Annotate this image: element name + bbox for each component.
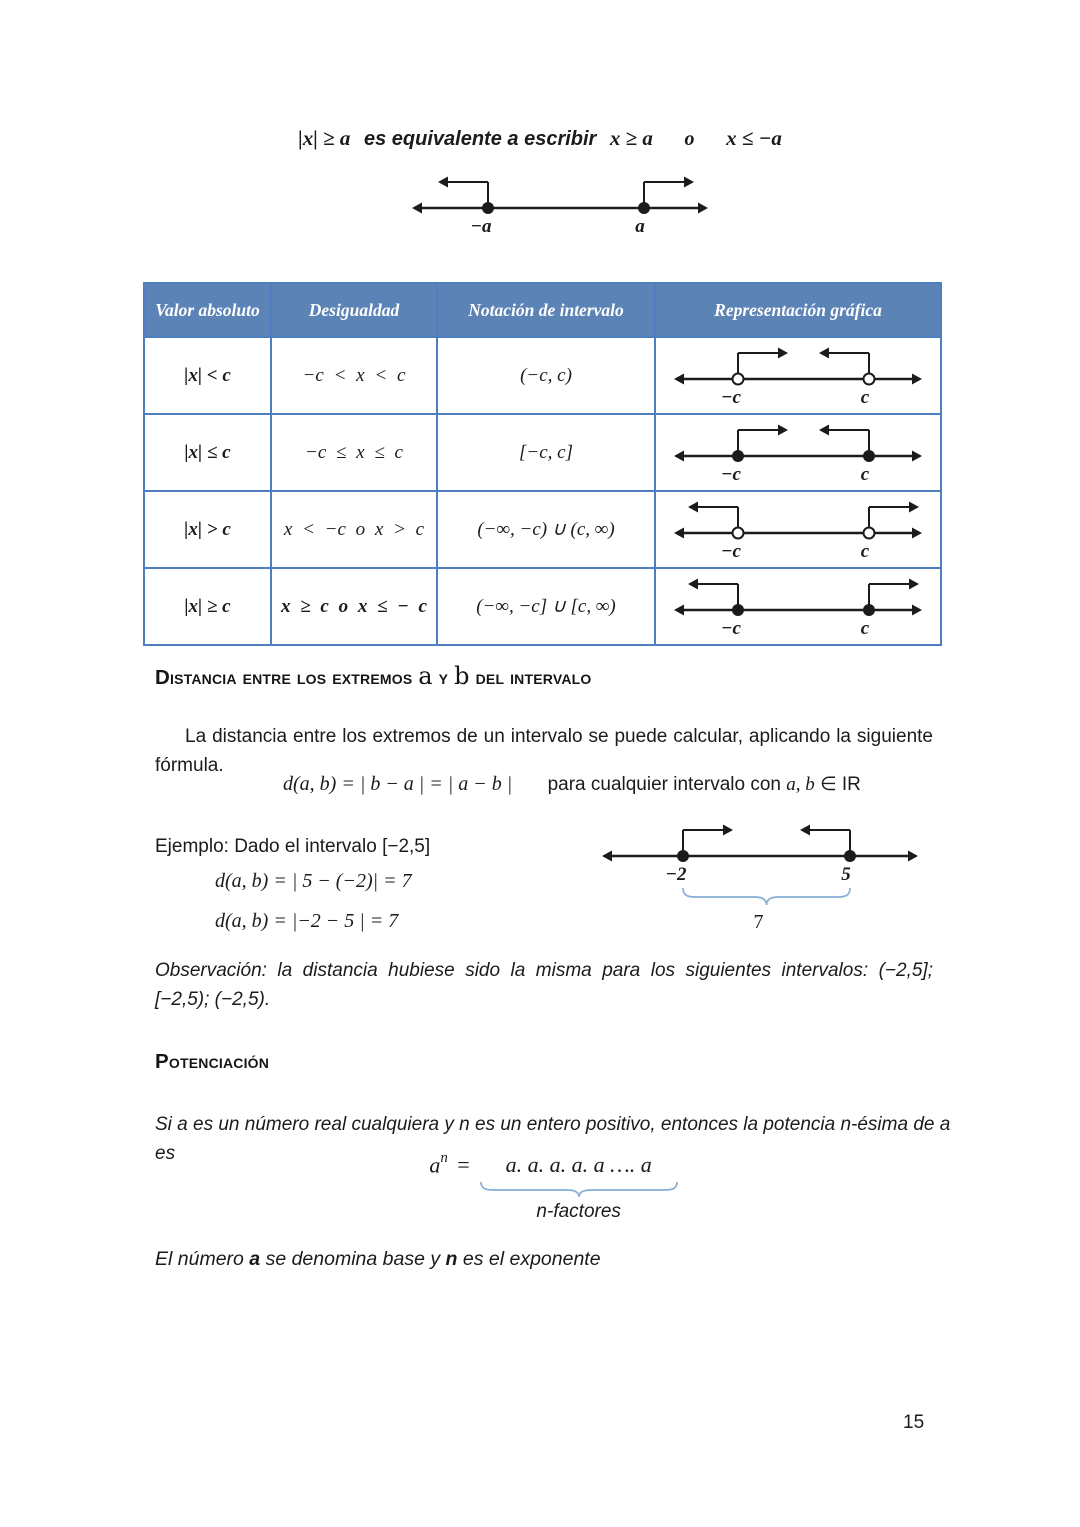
svg-text:−c: −c [721, 617, 741, 637]
svg-text:−c: −c [721, 386, 741, 406]
distance-intro-paragraph: La distancia entre los extremos de un intervalo se puede calcular, aplicando la siguiente fórmula. [155, 726, 933, 776]
example-calculation-1: d(a, b) = | 5 − (−2)| = 7 [215, 870, 412, 892]
number-line-diagram-row3 [672, 496, 924, 560]
heading-text: del intervalo [469, 666, 592, 689]
power-exponent: n [440, 1150, 448, 1166]
abs-value-equivalence-formula [0, 126, 1080, 151]
heading-var-a: a [418, 662, 433, 690]
formula-math-left: |x| ≥ a [298, 126, 351, 150]
svg-text:5: 5 [841, 864, 851, 885]
header-desigualdad: Desigualdad [271, 283, 437, 337]
svg-text:c: c [860, 617, 870, 637]
svg-text:c: c [860, 540, 870, 560]
power-formula [14, 1152, 1080, 1223]
number-line-diagram-row4 [672, 573, 924, 637]
abs-cell: |x| > c [144, 491, 271, 568]
closing-text: es el exponente [457, 1248, 601, 1270]
product-text: a. a. a. a. a …. a [505, 1152, 652, 1177]
interval-cell: (−∞, −c) ∪ (c, ∞) [437, 491, 655, 568]
header-notacion: Notación de intervalo [437, 283, 655, 337]
abs-cell: |x| ≥ c [144, 568, 271, 645]
table-row [144, 568, 941, 645]
absolute-value-table [143, 282, 942, 646]
ineq-cell: x ≥ c o x ≤ − c [271, 568, 437, 645]
formula-or: o [684, 128, 695, 150]
header-valor-absoluto: Valor absoluto [144, 283, 271, 337]
ineq-cell: x < −c o x > c [271, 491, 437, 568]
formula-math-right: x ≤ −a [726, 126, 782, 150]
table-header-row [144, 283, 941, 337]
distance-formula-math: d(a, b) = | b − a | = | a − b | [283, 773, 513, 795]
observation-paragraph: Observación: la distancia hubiese sido la misma para los siguientes intervalos: (−2,5]; [−2,5); (−2,5). [155, 960, 933, 1010]
number-line-diagram-row1 [672, 342, 924, 406]
graph-cell [655, 414, 941, 491]
table-row [144, 414, 941, 491]
power-base-exponent [429, 1152, 447, 1178]
brace-label: n-factores [536, 1201, 621, 1222]
power-intro-paragraph: Si a es un número real cualquiera y n es un entero positivo, entonces la potencia n-ésima de a es [155, 1114, 951, 1164]
svg-text:c: c [860, 386, 870, 406]
svg-text:−2: −2 [665, 864, 687, 885]
closing-text: se denomina base y [260, 1248, 446, 1270]
interval-cell: [−c, c] [437, 414, 655, 491]
factored-product [479, 1152, 679, 1223]
graph-cell [655, 337, 941, 414]
distance-formula [283, 773, 861, 796]
abs-cell: |x| ≤ c [144, 414, 271, 491]
distance-formula-note: para cualquier intervalo con [547, 774, 781, 795]
equals-sign: = [455, 1152, 471, 1177]
closing-text: El número [155, 1248, 250, 1270]
heading-text: Distancia entre los extremos [155, 666, 419, 689]
interval-cell: (−∞, −c] ∪ [c, ∞) [437, 568, 655, 645]
number-line-diagram-top [410, 166, 710, 238]
section-heading-potenciacion: Potenciación [155, 1050, 270, 1073]
number-line-diagram-example [600, 812, 920, 934]
svg-text:−a: −a [470, 216, 492, 237]
table-row [144, 491, 941, 568]
page-number: 15 [903, 1412, 925, 1433]
number-line-diagram-row2 [672, 419, 924, 483]
underbrace [479, 1180, 679, 1198]
heading-var-b: b [454, 662, 470, 690]
svg-text:a: a [635, 216, 645, 237]
closing-var-a: a [249, 1248, 261, 1270]
table-row [144, 337, 941, 414]
closing-var-n: n [445, 1248, 458, 1270]
distance-formula-set: ∈ IR [820, 774, 861, 795]
heading-text: y [432, 666, 455, 689]
section-heading-distancia [155, 664, 592, 690]
formula-text: es equivalente a escribir [364, 128, 597, 150]
header-representacion: Representación gráfica [655, 283, 941, 337]
example-calculation-2: d(a, b) = |−2 − 5 | = 7 [215, 910, 399, 932]
ineq-cell: −c < x < c [271, 337, 437, 414]
interval-cell: (−c, c) [437, 337, 655, 414]
power-base: a [429, 1152, 441, 1178]
svg-text:7: 7 [753, 911, 764, 933]
graph-cell [655, 491, 941, 568]
graph-cell [655, 568, 941, 645]
svg-text:c: c [860, 463, 870, 483]
ineq-cell: −c ≤ x ≤ c [271, 414, 437, 491]
example-label: Ejemplo: Dado el intervalo [−2,5] [155, 836, 431, 857]
svg-text:−c: −c [721, 540, 741, 560]
abs-cell: |x| < c [144, 337, 271, 414]
closing-sentence [155, 1248, 601, 1271]
formula-math-mid: x ≥ a [609, 126, 653, 150]
svg-text:−c: −c [721, 463, 741, 483]
distance-formula-vars: a, b [786, 774, 815, 795]
